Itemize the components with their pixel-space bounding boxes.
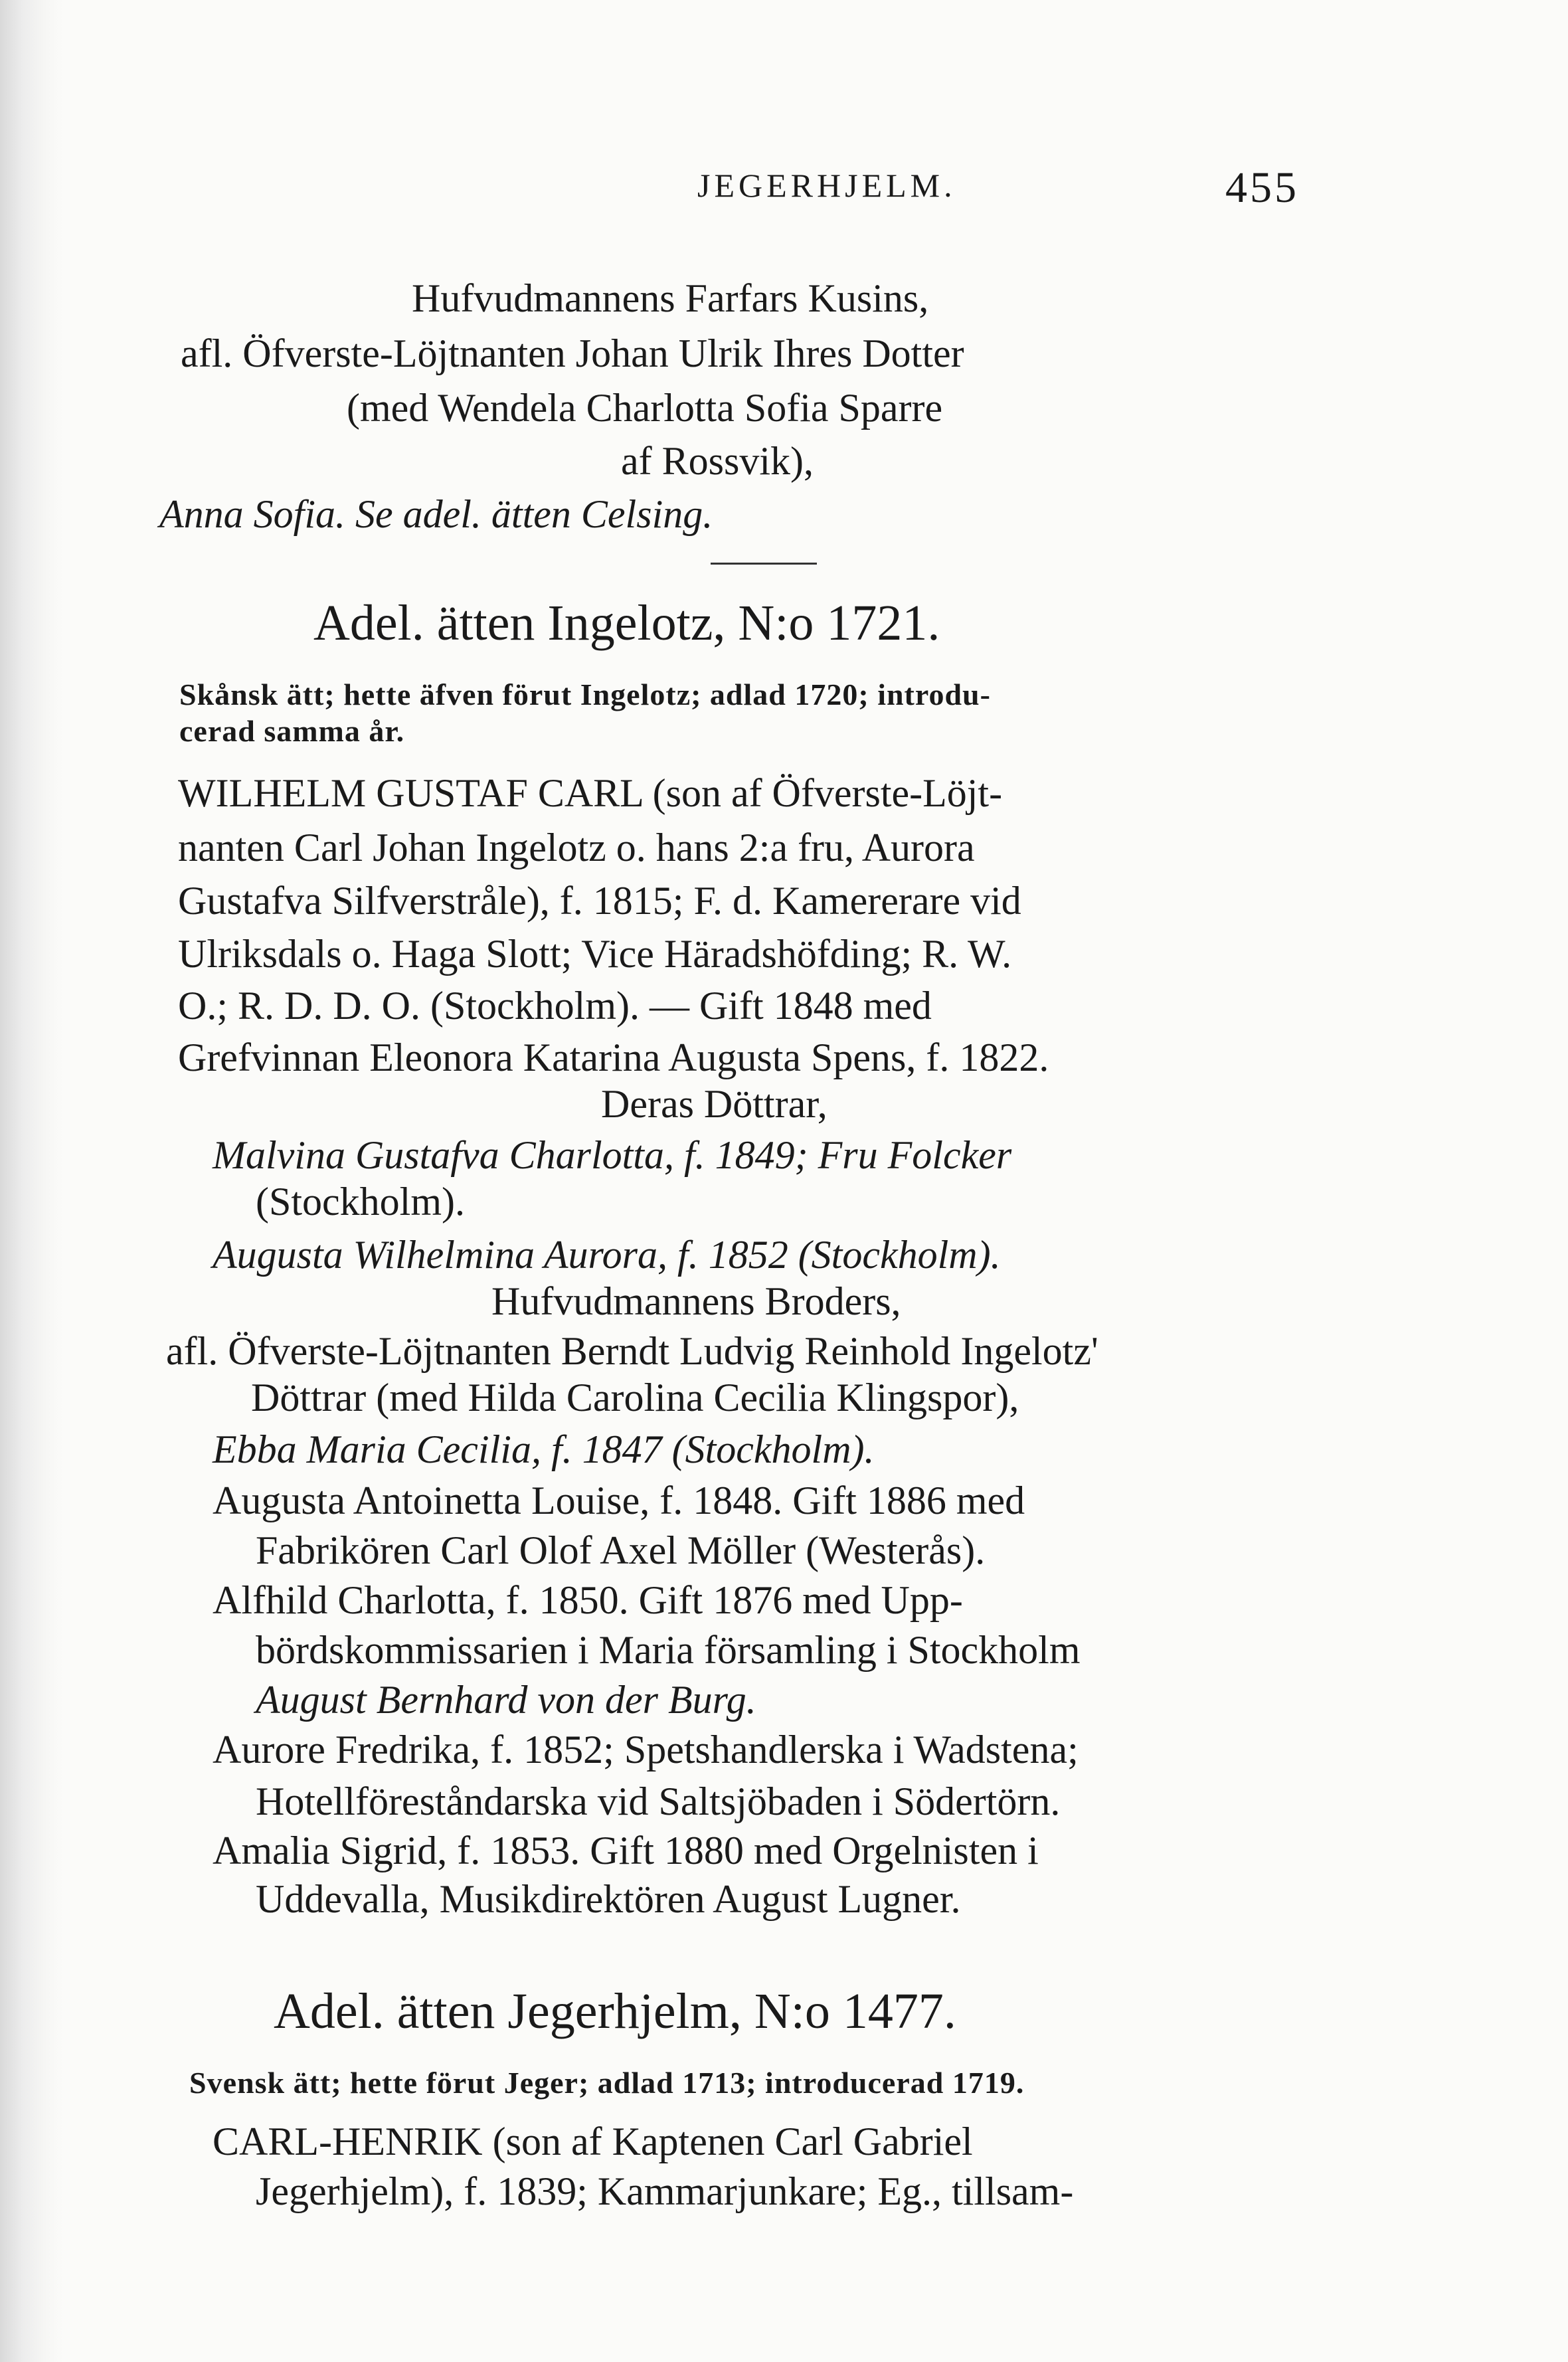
section-divider [711, 563, 817, 565]
text-line: Hufvudmannens Farfars Kusins, [412, 276, 929, 320]
text-line: Deras Döttrar, [601, 1082, 828, 1126]
text-line: Skånsk ätt; hette äfven förut Ingelotz; adlad 1720; introdu- [179, 678, 991, 711]
text-line: Alfhild Charlotta, f. 1850. Gift 1876 med Upp- [213, 1578, 963, 1622]
text-line: (med Wendela Charlotta Sofia Sparre [347, 386, 943, 430]
text-line: Jegerhjelm), f. 1839; Kammarjunkare; Eg., tillsam- [256, 2169, 1074, 2213]
text-line: August Bernhard von der Burg. [256, 1678, 756, 1722]
text-line: Gustafva Silfverstråle), f. 1815; F. d. Kamererare vid [178, 879, 1021, 923]
text-line: (Stockholm). [256, 1180, 465, 1224]
text-line: Hotellföreståndarska vid Saltsjöbaden i Södertörn. [256, 1779, 1061, 1823]
text-line: Augusta Wilhelmina Aurora, f. 1852 (Stockholm). [213, 1233, 1001, 1277]
text-line: Amalia Sigrid, f. 1853. Gift 1880 med Orgelnisten i [213, 1829, 1039, 1872]
text-line: Uddevalla, Musikdirektören August Lugner. [256, 1877, 961, 1921]
text-line: Svensk ätt; hette förut Jeger; adlad 1713; introducerad 1719. [189, 2066, 1025, 2100]
text-line: af Rossvik), [621, 439, 814, 483]
text-line: Hufvudmannens Broders, [491, 1279, 901, 1323]
text-line: nanten Carl Johan Ingelotz o. hans 2:a fru, Aurora [178, 826, 975, 869]
text-line: afl. Öfverste-Löjtnanten Johan Ulrik Ihres Dotter [181, 331, 964, 375]
text-line: Döttrar (med Hilda Carolina Cecilia Klingspor), [251, 1376, 1019, 1419]
text-line: Ulriksdals o. Haga Slott; Vice Häradshöfding; R. W. [178, 932, 1012, 976]
text-line: Ebba Maria Cecilia, f. 1847 (Stockholm). [213, 1427, 875, 1471]
text-line: O.; R. D. D. O. (Stockholm). — Gift 1848 med [178, 984, 932, 1028]
text-line: WILHELM GUSTAF CARL (son af Öfverste-Löjt- [178, 771, 1003, 815]
text-line: bördskommissarien i Maria församling i Stockholm [256, 1628, 1081, 1672]
text-line: Grefvinnan Eleonora Katarina Augusta Spens, f. 1822. [178, 1036, 1049, 1079]
section-heading: Adel. ätten Ingelotz, N:o 1721. [313, 595, 940, 651]
page-number: 455 [1225, 163, 1299, 212]
section-heading: Adel. ätten Jegerhjelm, N:o 1477. [274, 1983, 956, 2039]
text-line: Fabrikören Carl Olof Axel Möller (Westerås). [256, 1528, 986, 1572]
text-line: Aurore Fredrika, f. 1852; Spetshandlerska i Wadstena; [213, 1728, 1079, 1772]
text-line: cerad samma år. [179, 714, 405, 748]
running-header: JEGERHJELM. [697, 167, 956, 204]
text-line: Malvina Gustafva Charlotta, f. 1849; Fru Folcker [213, 1133, 1012, 1177]
text-line: afl. Öfverste-Löjtnanten Berndt Ludvig Reinhold Ingelotz' [166, 1329, 1098, 1373]
text-line: Augusta Antoinetta Louise, f. 1848. Gift 1886 med [213, 1479, 1025, 1522]
text-line: Anna Sofia. Se adel. ätten Celsing. [159, 492, 713, 536]
text-line: CARL-HENRIK (son af Kaptenen Carl Gabriel [213, 2120, 973, 2163]
